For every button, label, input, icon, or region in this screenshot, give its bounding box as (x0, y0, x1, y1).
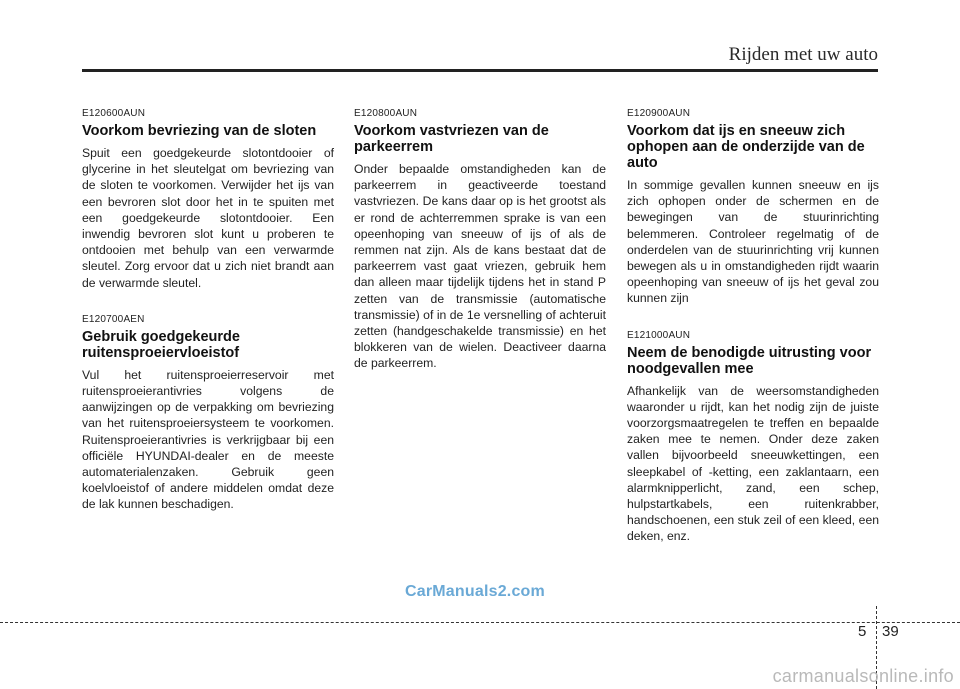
section-code: E120700AEN (82, 313, 145, 325)
section (627, 330, 879, 545)
section-code: E120800AUN (354, 108, 418, 119)
section-body: Vul het ruitensproeierreservoir met ruitensproeierantivries volgens de aanwijzingen op de verpakking om bevriezing van het ruitensproeiersysteem te voorkomen. Ruitensproeierantivries is verkrijgbaar bij een officiële HYUNDAI-dealer en de meeste automaterialenzaken. Gebruik geen koelvloeistof of andere middelen omdat deze de lak kunnen beschadigen. (82, 367, 334, 512)
watermark-carmanualsonline[interactable]: carmanualsonline.info (772, 666, 954, 686)
section (82, 314, 334, 513)
section-title: Voorkom dat ijs en sneeuw zich ophopen aan de onderzijde van de auto (627, 123, 865, 171)
section (354, 108, 606, 372)
column-1 (82, 108, 334, 513)
section-body: Onder bepaalde omstandigheden kan de parkeerrem in geactiveerde toestand vastvriezen. De kans daar op is het grootst als er rond de achterremmen sprake is van een opeenhoping van sneeuw of ijs of als de remmen nat zijn. Als de kans bestaat dat de parkeerrem vast gaat vriezen, gebruik hem dan alleen maar tijdelijk tijdens het in stand P zetten van de transmissie (automatische transmissie) of in de 1e versnelling of achteruit zetten (handgeschakelde transmissie) en het blokkeren van de wielen. Deactiveer daarna de parkeerrem. (354, 162, 606, 371)
section-title: Voorkom bevriezing van de sloten (82, 123, 317, 139)
header-rule (82, 69, 878, 72)
section-code: E120600AUN (82, 108, 146, 119)
section (82, 108, 334, 291)
section-body: Afhankelijk van de weersomstandigheden waaronder u rijdt, kan het nodig zijn de juiste voorzorgsmaatregelen te treffen en bepaalde zaken mee te nemen. Onder deze zaken vallen bijvoorbeeld sneeuwkettingen, een sleepkabel of -ketting, een zaklantaarn, een alarmknipperlicht, zand, een schep, hulpstartkabels, een ruitenkrabber, handschoenen, een stuk zeil of een kleed, een deken, enz. (627, 383, 879, 544)
section-code: E121000AUN (627, 329, 691, 341)
column-3 (627, 108, 879, 545)
page-number: 39 (882, 623, 899, 640)
section-title: Neem de benodigde uitrusting voor noodgevallen mee (627, 344, 872, 377)
footer-rule (0, 622, 960, 623)
section (627, 108, 879, 307)
page-header-title: Rijden met uw auto (728, 44, 878, 65)
section-title: Gebruik goedgekeurde ruitensproeiervloeistof (82, 328, 240, 361)
section-body: Spuit een goedgekeurde slotontdooier of glycerine in het sleutelgat om bevriezing van de sloten te voorkomen. Verwijder het ijs van een bevroren slot door het in te spuiten met een goedgekeurde slotontdooier. Een inwendig bevroren slot kunt u proberen te ontdooien met behulp van een verwarmde sleutel. Zorg ervoor dat u zich niet brandt aan de verwarmde sleutel. (82, 146, 334, 290)
chapter-number: 5 (858, 623, 867, 640)
column-2 (354, 108, 606, 372)
section-body: In sommige gevallen kunnen sneeuw en ijs zich ophopen onder de schermen en de bewegingen van de stuurinrichting belemmeren. Controleer regelmatig of de onderdelen van de stuurinrichting vrij kunnen bewegen als u in omstandigheden rijdt waarin opeenhoping van sneeuw of ijs het geval zou kunnen zijn (627, 178, 879, 306)
section-title: Voorkom vastvriezen van de parkeerrem (354, 123, 549, 155)
watermark-carmanuals2[interactable]: CarManuals2.com (405, 583, 545, 600)
section-code: E120900AUN (627, 108, 691, 119)
